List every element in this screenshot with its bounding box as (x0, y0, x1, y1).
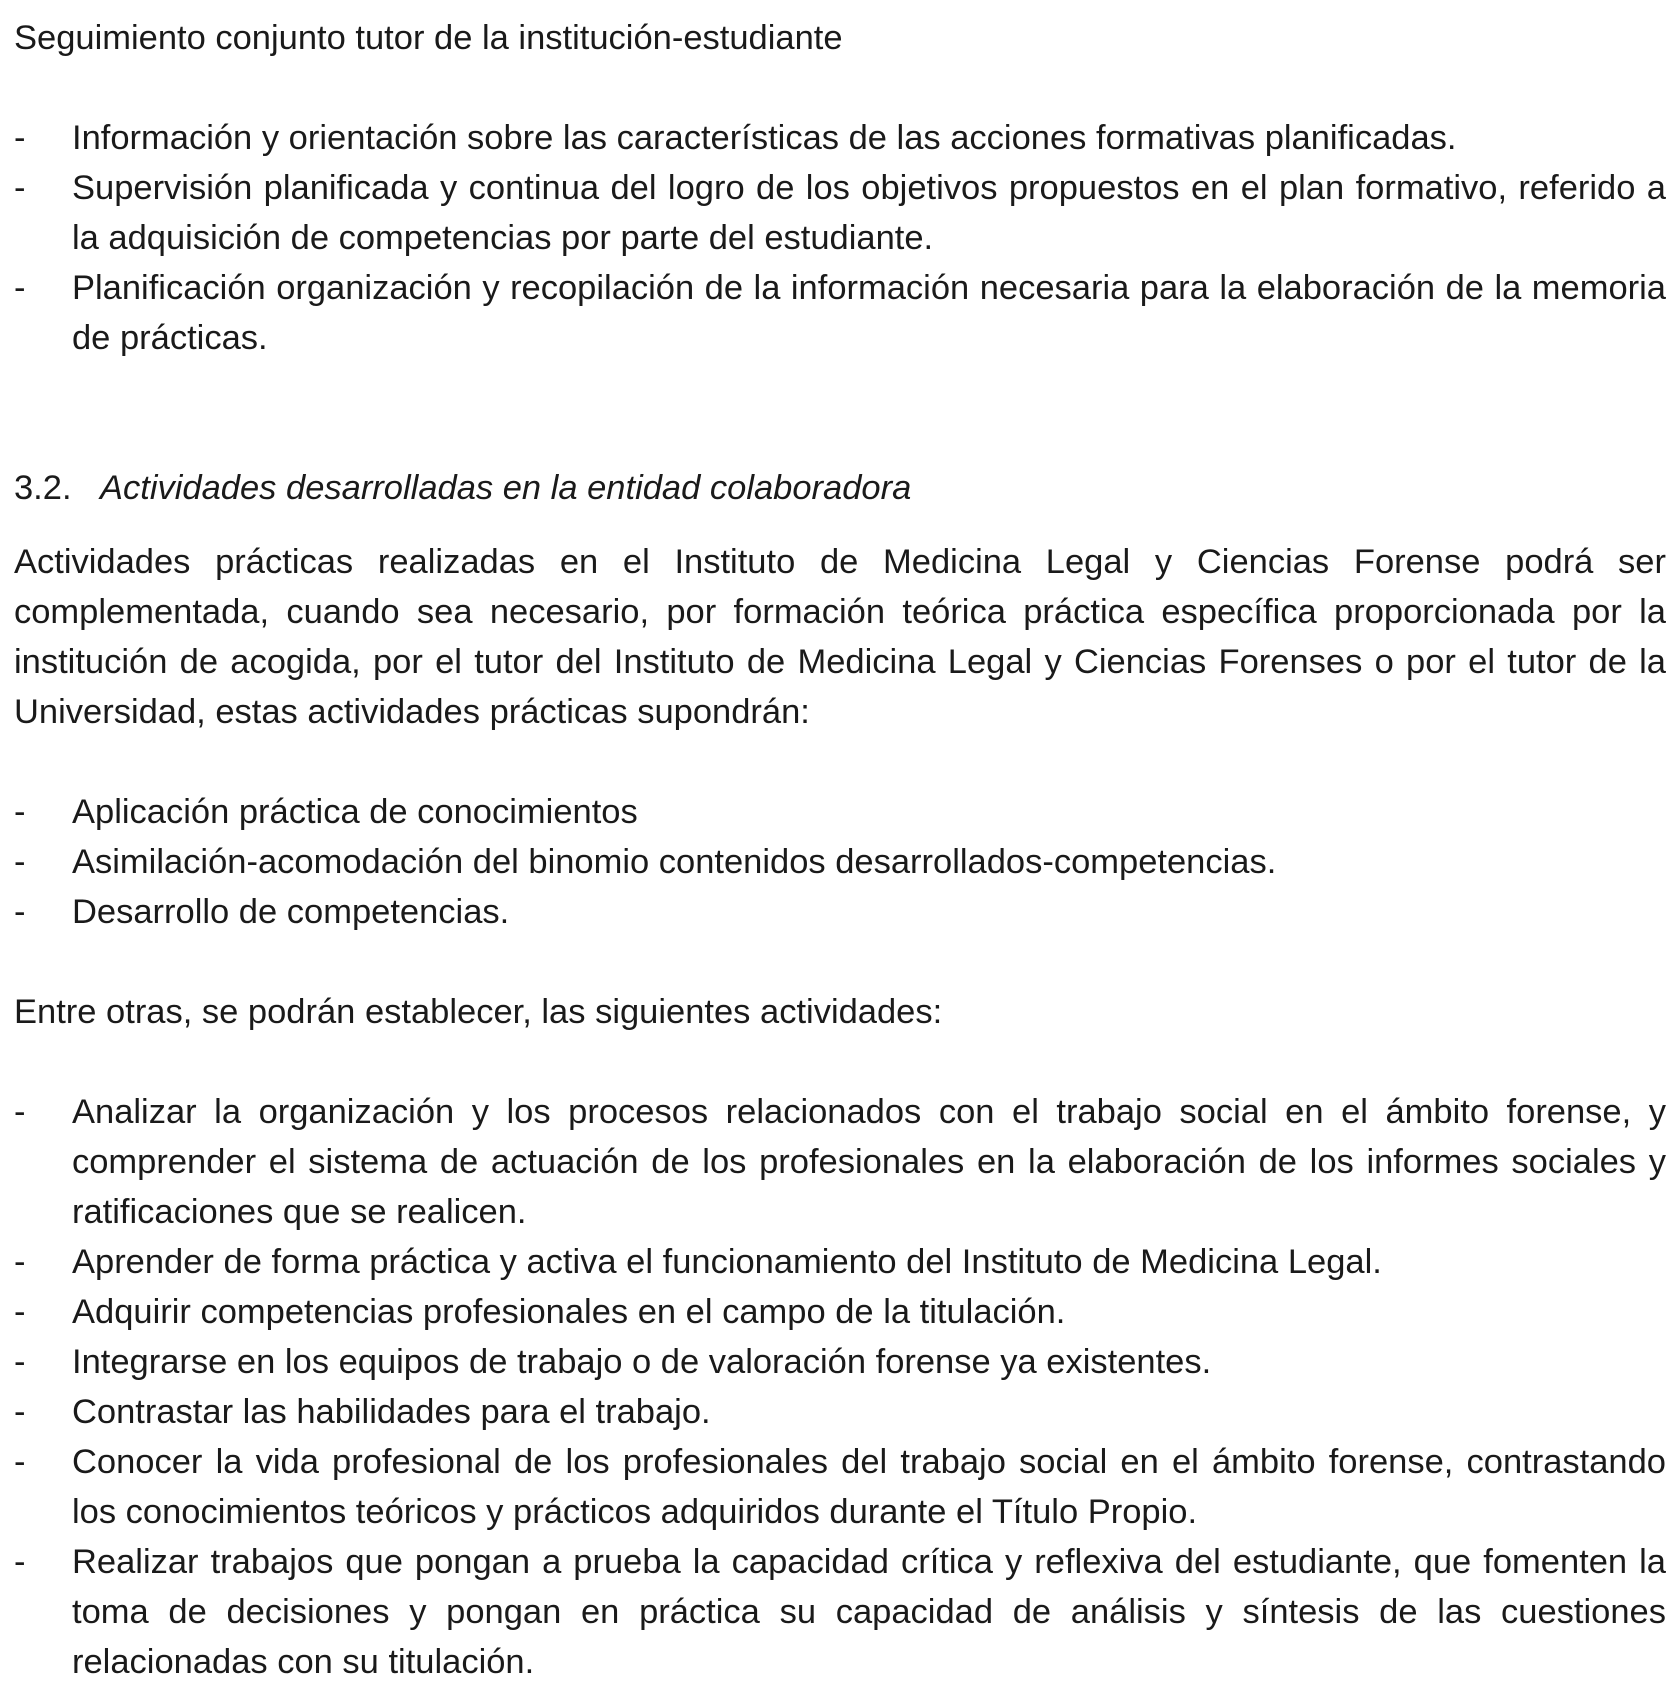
list-item (14, 1537, 1666, 1687)
dash-bullet: - (14, 1393, 26, 1431)
dash-bullet: - (14, 1093, 26, 1131)
list-item (14, 887, 1666, 937)
dash-bullet: - (14, 119, 26, 157)
list-item (14, 263, 1666, 363)
spacer (14, 737, 1666, 787)
dash-bullet: - (14, 793, 26, 831)
list-item-text: Desarrollo de competencias. (72, 893, 510, 931)
intro-list (14, 113, 1666, 363)
list-item-text: Analizar la organización y los procesos relacionados con el trabajo social en el ámbito forense, y comprender el sistema de actuación de los profesionales en la elaboración de los informes sociales y ratificaciones que se realicen. (72, 1093, 1666, 1231)
spacer (14, 513, 1666, 537)
list-item (14, 1287, 1666, 1337)
list-item-text: Supervisión planificada y continua del logro de los objetivos propuestos en el plan formativo, referido a la adquisición de competencias por parte del estudiante. (72, 169, 1666, 257)
list-item-text: Información y orientación sobre las características de las acciones formativas planificadas. (72, 119, 1457, 157)
spacer (14, 937, 1666, 987)
list-item-text: Contrastar las habilidades para el trabajo. (72, 1393, 711, 1431)
dash-bullet: - (14, 269, 26, 307)
list-item-text: Adquirir competencias profesionales en el campo de la titulación. (72, 1293, 1066, 1331)
dash-bullet: - (14, 1293, 26, 1331)
list-item (14, 113, 1666, 163)
activities-intro: Entre otras, se podrán establecer, las siguientes actividades: (14, 993, 943, 1031)
list-item-text: Aplicación práctica de conocimientos (72, 793, 638, 831)
intro-title: Seguimiento conjunto tutor de la institución-estudiante (14, 19, 843, 57)
implications-list (14, 787, 1666, 937)
list-item-text: Aprender de forma práctica y activa el funcionamiento del Instituto de Medicina Legal. (72, 1243, 1382, 1281)
list-item-text: Planificación organización y recopilación de la información necesaria para la elaboración de la memoria de prácticas. (72, 269, 1666, 357)
dash-bullet: - (14, 893, 26, 931)
list-item (14, 1337, 1666, 1387)
list-item (14, 163, 1666, 263)
section-paragraph: Actividades prácticas realizadas en el Instituto de Medicina Legal y Ciencias Forense podrá ser complementada, cuando sea necesario, por formación teórica práctica específica proporcionada por la institución de acogida, por el tutor del Instituto de Medicina Legal y Ciencias Forenses o por el tutor de la Universidad, estas actividades prácticas supondrán: (14, 543, 1666, 731)
list-item (14, 1087, 1666, 1237)
list-item (14, 1237, 1666, 1287)
activities-list (14, 1087, 1666, 1687)
section-number: 3.2. (14, 469, 72, 507)
dash-bullet: - (14, 1543, 26, 1581)
list-item-text: Conocer la vida profesional de los profesionales del trabajo social en el ámbito forense, contrastando los conocimientos teóricos y prácticos adquiridos durante el Título Propio. (72, 1443, 1666, 1531)
dash-bullet: - (14, 1243, 26, 1281)
spacer (14, 363, 1666, 463)
spacer (14, 1037, 1666, 1087)
document-body (14, 13, 1666, 1687)
list-item-text: Asimilación-acomodación del binomio contenidos desarrollados-competencias. (72, 843, 1277, 881)
list-item (14, 1437, 1666, 1537)
list-item-text: Realizar trabajos que pongan a prueba la capacidad crítica y reflexiva del estudiante, que fomenten la toma de decisiones y pongan en práctica su capacidad de análisis y síntesis de las cuestiones relacionadas con su titulación. (72, 1543, 1666, 1681)
list-item-text: Integrarse en los equipos de trabajo o de valoración forense ya existentes. (72, 1343, 1212, 1381)
dash-bullet: - (14, 1343, 26, 1381)
list-item (14, 837, 1666, 887)
spacer (14, 63, 1666, 113)
section-heading (14, 463, 1666, 513)
list-item (14, 787, 1666, 837)
section-title: Actividades desarrolladas en la entidad colaboradora (100, 469, 912, 507)
dash-bullet: - (14, 843, 26, 881)
list-item (14, 1387, 1666, 1437)
dash-bullet: - (14, 169, 26, 207)
dash-bullet: - (14, 1443, 26, 1481)
